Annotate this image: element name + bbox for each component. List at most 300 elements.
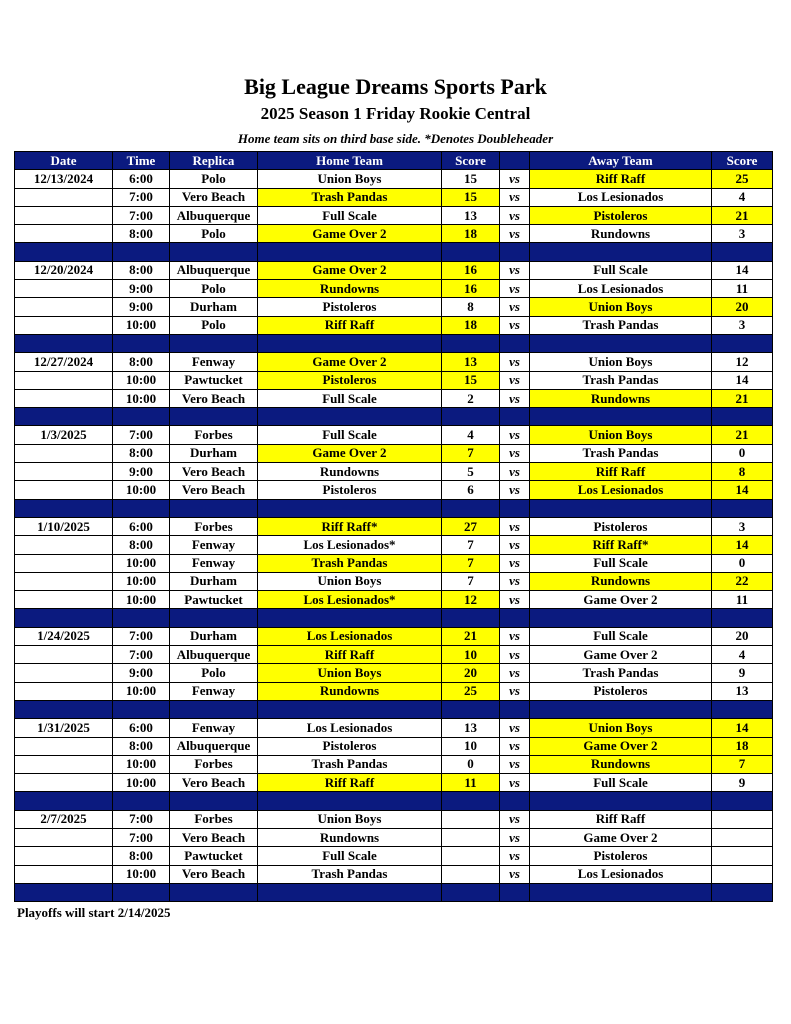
table-row [15, 170, 773, 188]
game-field: Polo [170, 664, 258, 682]
home-team: Union Boys [258, 170, 442, 188]
game-date [15, 536, 113, 554]
game-time: 8:00 [113, 353, 170, 371]
separator-cell [530, 408, 712, 426]
game-time: 10:00 [113, 389, 170, 407]
vs-label: vs [500, 719, 530, 737]
away-team: Game Over 2 [530, 591, 712, 609]
home-score: 27 [442, 517, 500, 535]
game-time: 8:00 [113, 737, 170, 755]
home-team: Trash Pandas [258, 188, 442, 206]
game-time: 10:00 [113, 371, 170, 389]
separator-cell [712, 408, 773, 426]
game-time: 9:00 [113, 664, 170, 682]
separator-cell [712, 243, 773, 261]
away-team: Rundowns [530, 755, 712, 773]
game-date [15, 847, 113, 865]
away-team: Game Over 2 [530, 646, 712, 664]
header-date: Date [15, 152, 113, 170]
away-team: Los Lesionados [530, 481, 712, 499]
game-time: 7:00 [113, 627, 170, 645]
separator-cell [113, 609, 170, 627]
game-date [15, 298, 113, 316]
vs-label: vs [500, 206, 530, 224]
away-score: 11 [712, 591, 773, 609]
away-score: 14 [712, 371, 773, 389]
home-team: Riff Raff [258, 316, 442, 334]
away-score: 12 [712, 353, 773, 371]
home-team: Game Over 2 [258, 353, 442, 371]
separator-cell [712, 700, 773, 718]
game-field: Fenway [170, 682, 258, 700]
header-vs-blank [500, 152, 530, 170]
table-row [15, 865, 773, 883]
separator-cell [15, 334, 113, 352]
game-field: Pawtucket [170, 847, 258, 865]
game-time: 7:00 [113, 188, 170, 206]
home-team: Pistoleros [258, 298, 442, 316]
separator-cell [442, 334, 500, 352]
away-team: Riff Raff [530, 170, 712, 188]
game-date: 12/27/2024 [15, 353, 113, 371]
game-time: 8:00 [113, 225, 170, 243]
home-team: Union Boys [258, 572, 442, 590]
away-team: Riff Raff [530, 463, 712, 481]
table-row [15, 591, 773, 609]
home-team: Game Over 2 [258, 444, 442, 462]
away-score: 14 [712, 261, 773, 279]
home-score: 11 [442, 774, 500, 792]
table-row [15, 316, 773, 334]
game-date [15, 481, 113, 499]
away-team: Game Over 2 [530, 828, 712, 846]
home-team: Rundowns [258, 682, 442, 700]
home-team: Game Over 2 [258, 225, 442, 243]
away-team: Riff Raff [530, 810, 712, 828]
table-row [15, 389, 773, 407]
separator-cell [530, 499, 712, 517]
week-separator [15, 883, 773, 901]
vs-label: vs [500, 646, 530, 664]
home-score: 7 [442, 536, 500, 554]
separator-cell [113, 243, 170, 261]
header-away-team: Away Team [530, 152, 712, 170]
game-date: 12/13/2024 [15, 170, 113, 188]
separator-cell [712, 499, 773, 517]
away-score: 8 [712, 463, 773, 481]
home-score: 16 [442, 280, 500, 298]
home-score: 18 [442, 225, 500, 243]
game-time: 9:00 [113, 280, 170, 298]
table-row [15, 188, 773, 206]
home-score: 6 [442, 481, 500, 499]
home-team: Pistoleros [258, 737, 442, 755]
away-score: 14 [712, 536, 773, 554]
vs-label: vs [500, 426, 530, 444]
vs-label: vs [500, 353, 530, 371]
game-field: Vero Beach [170, 188, 258, 206]
table-row [15, 646, 773, 664]
away-team: Full Scale [530, 774, 712, 792]
separator-cell [500, 334, 530, 352]
separator-cell [258, 883, 442, 901]
game-date: 12/20/2024 [15, 261, 113, 279]
away-score: 4 [712, 646, 773, 664]
vs-label: vs [500, 591, 530, 609]
away-score: 21 [712, 426, 773, 444]
table-row [15, 719, 773, 737]
vs-label: vs [500, 225, 530, 243]
table-row [15, 572, 773, 590]
away-team: Union Boys [530, 353, 712, 371]
week-separator [15, 792, 773, 810]
home-score [442, 847, 500, 865]
separator-cell [500, 408, 530, 426]
away-score: 0 [712, 554, 773, 572]
game-field: Albuquerque [170, 261, 258, 279]
vs-label: vs [500, 261, 530, 279]
table-row [15, 755, 773, 773]
game-time: 8:00 [113, 847, 170, 865]
separator-cell [170, 792, 258, 810]
separator-cell [712, 883, 773, 901]
week-separator [15, 499, 773, 517]
game-field: Fenway [170, 353, 258, 371]
separator-cell [170, 408, 258, 426]
vs-label: vs [500, 774, 530, 792]
week-separator [15, 700, 773, 718]
separator-cell [442, 408, 500, 426]
home-team: Union Boys [258, 664, 442, 682]
home-score: 21 [442, 627, 500, 645]
vs-label: vs [500, 481, 530, 499]
separator-cell [170, 499, 258, 517]
away-team: Full Scale [530, 627, 712, 645]
home-score: 10 [442, 737, 500, 755]
game-field: Polo [170, 170, 258, 188]
game-time: 9:00 [113, 298, 170, 316]
game-date [15, 755, 113, 773]
home-team: Los Lesionados [258, 719, 442, 737]
vs-label: vs [500, 755, 530, 773]
game-date [15, 646, 113, 664]
away-score: 4 [712, 188, 773, 206]
separator-cell [170, 243, 258, 261]
vs-label: vs [500, 170, 530, 188]
vs-label: vs [500, 371, 530, 389]
table-row [15, 298, 773, 316]
separator-cell [258, 609, 442, 627]
vs-label: vs [500, 536, 530, 554]
game-time: 10:00 [113, 774, 170, 792]
game-field: Durham [170, 627, 258, 645]
separator-cell [113, 792, 170, 810]
away-team: Los Lesionados [530, 188, 712, 206]
separator-cell [442, 243, 500, 261]
table-row [15, 828, 773, 846]
away-team: Game Over 2 [530, 737, 712, 755]
table-row [15, 536, 773, 554]
away-score: 9 [712, 664, 773, 682]
table-row [15, 481, 773, 499]
vs-label: vs [500, 737, 530, 755]
separator-cell [500, 700, 530, 718]
vs-label: vs [500, 865, 530, 883]
game-time: 7:00 [113, 646, 170, 664]
home-score: 8 [442, 298, 500, 316]
table-row [15, 554, 773, 572]
home-score: 12 [442, 591, 500, 609]
home-score: 0 [442, 755, 500, 773]
away-score [712, 810, 773, 828]
week-separator [15, 334, 773, 352]
game-date [15, 463, 113, 481]
separator-cell [258, 408, 442, 426]
separator-cell [258, 243, 442, 261]
week-separator [15, 408, 773, 426]
away-score [712, 847, 773, 865]
home-team: Trash Pandas [258, 554, 442, 572]
separator-cell [113, 334, 170, 352]
game-time: 6:00 [113, 170, 170, 188]
away-team: Trash Pandas [530, 664, 712, 682]
separator-cell [442, 792, 500, 810]
separator-cell [500, 792, 530, 810]
header-time: Time [113, 152, 170, 170]
vs-label: vs [500, 554, 530, 572]
away-team: Rundowns [530, 225, 712, 243]
separator-cell [113, 408, 170, 426]
game-time: 6:00 [113, 719, 170, 737]
away-team: Rundowns [530, 389, 712, 407]
home-score: 25 [442, 682, 500, 700]
game-field: Albuquerque [170, 737, 258, 755]
game-time: 7:00 [113, 828, 170, 846]
away-team: Union Boys [530, 298, 712, 316]
game-time: 8:00 [113, 261, 170, 279]
playoffs-note: Playoffs will start 2/14/2025 [17, 905, 171, 920]
page-title: Big League Dreams Sports Park [244, 74, 547, 99]
away-team: Trash Pandas [530, 444, 712, 462]
table-row [15, 627, 773, 645]
away-team: Full Scale [530, 261, 712, 279]
game-field: Vero Beach [170, 865, 258, 883]
game-field: Forbes [170, 426, 258, 444]
week-separator [15, 609, 773, 627]
home-team: Riff Raff [258, 646, 442, 664]
home-team: Trash Pandas [258, 755, 442, 773]
home-team: Full Scale [258, 426, 442, 444]
header-replica: Replica [170, 152, 258, 170]
game-field: Vero Beach [170, 389, 258, 407]
game-field: Fenway [170, 536, 258, 554]
home-team: Full Scale [258, 206, 442, 224]
away-team: Full Scale [530, 554, 712, 572]
home-score [442, 810, 500, 828]
away-score: 3 [712, 517, 773, 535]
away-score: 25 [712, 170, 773, 188]
separator-cell [15, 499, 113, 517]
home-score: 13 [442, 719, 500, 737]
away-score: 7 [712, 755, 773, 773]
separator-cell [530, 883, 712, 901]
game-date [15, 828, 113, 846]
game-date [15, 280, 113, 298]
home-score: 4 [442, 426, 500, 444]
vs-label: vs [500, 517, 530, 535]
home-score [442, 865, 500, 883]
separator-cell [712, 792, 773, 810]
table-row [15, 426, 773, 444]
game-field: Polo [170, 225, 258, 243]
separator-cell [170, 883, 258, 901]
home-team: Rundowns [258, 828, 442, 846]
separator-cell [530, 243, 712, 261]
game-field: Durham [170, 572, 258, 590]
table-row [15, 847, 773, 865]
game-field: Pawtucket [170, 371, 258, 389]
separator-cell [113, 883, 170, 901]
game-field: Vero Beach [170, 463, 258, 481]
home-team: Full Scale [258, 847, 442, 865]
header-home-team: Home Team [258, 152, 442, 170]
away-team: Pistoleros [530, 517, 712, 535]
game-field: Durham [170, 298, 258, 316]
game-date [15, 572, 113, 590]
vs-label: vs [500, 463, 530, 481]
game-date [15, 188, 113, 206]
away-score: 0 [712, 444, 773, 462]
vs-label: vs [500, 298, 530, 316]
home-score: 15 [442, 170, 500, 188]
away-team: Union Boys [530, 719, 712, 737]
game-field: Fenway [170, 554, 258, 572]
away-team: Riff Raff* [530, 536, 712, 554]
home-score: 15 [442, 188, 500, 206]
separator-cell [500, 883, 530, 901]
table-row [15, 280, 773, 298]
game-time: 8:00 [113, 536, 170, 554]
home-team: Riff Raff [258, 774, 442, 792]
separator-cell [170, 609, 258, 627]
away-score: 11 [712, 280, 773, 298]
game-field: Fenway [170, 719, 258, 737]
home-score: 13 [442, 353, 500, 371]
game-time: 10:00 [113, 591, 170, 609]
vs-label: vs [500, 627, 530, 645]
home-team: Rundowns [258, 280, 442, 298]
game-time: 10:00 [113, 316, 170, 334]
header-away-score: Score [712, 152, 773, 170]
separator-cell [258, 792, 442, 810]
game-date [15, 737, 113, 755]
home-score: 7 [442, 444, 500, 462]
game-field: Vero Beach [170, 828, 258, 846]
away-score: 3 [712, 316, 773, 334]
schedule-note: Home team sits on third base side. *Denotes Doubleheader [237, 131, 554, 146]
game-date [15, 225, 113, 243]
away-score: 20 [712, 627, 773, 645]
separator-cell [15, 408, 113, 426]
home-score: 18 [442, 316, 500, 334]
away-team: Pistoleros [530, 206, 712, 224]
table-row [15, 371, 773, 389]
home-score: 5 [442, 463, 500, 481]
game-time: 6:00 [113, 517, 170, 535]
game-date [15, 444, 113, 462]
game-field: Vero Beach [170, 774, 258, 792]
game-date [15, 865, 113, 883]
home-team: Rundowns [258, 463, 442, 481]
table-row [15, 225, 773, 243]
separator-cell [258, 700, 442, 718]
game-field: Polo [170, 316, 258, 334]
separator-cell [530, 792, 712, 810]
away-team: Trash Pandas [530, 316, 712, 334]
home-team: Los Lesionados [258, 627, 442, 645]
table-row [15, 682, 773, 700]
away-score: 22 [712, 572, 773, 590]
away-score: 14 [712, 719, 773, 737]
separator-cell [500, 243, 530, 261]
away-score: 21 [712, 206, 773, 224]
game-field: Forbes [170, 517, 258, 535]
separator-cell [15, 792, 113, 810]
away-score: 3 [712, 225, 773, 243]
game-time: 10:00 [113, 755, 170, 773]
separator-cell [500, 499, 530, 517]
game-time: 10:00 [113, 572, 170, 590]
separator-cell [15, 243, 113, 261]
game-field: Pawtucket [170, 591, 258, 609]
vs-label: vs [500, 389, 530, 407]
vs-label: vs [500, 444, 530, 462]
away-score: 21 [712, 389, 773, 407]
away-score: 18 [712, 737, 773, 755]
home-score: 7 [442, 572, 500, 590]
vs-label: vs [500, 188, 530, 206]
table-row [15, 774, 773, 792]
away-team: Rundowns [530, 572, 712, 590]
game-time: 7:00 [113, 426, 170, 444]
table-row [15, 517, 773, 535]
game-time: 7:00 [113, 810, 170, 828]
separator-cell [15, 700, 113, 718]
away-score: 9 [712, 774, 773, 792]
game-date [15, 389, 113, 407]
separator-cell [113, 700, 170, 718]
home-score: 20 [442, 664, 500, 682]
separator-cell [712, 334, 773, 352]
table-row [15, 206, 773, 224]
game-time: 10:00 [113, 865, 170, 883]
game-date [15, 206, 113, 224]
vs-label: vs [500, 828, 530, 846]
separator-cell [442, 499, 500, 517]
separator-cell [170, 334, 258, 352]
home-score: 13 [442, 206, 500, 224]
separator-cell [442, 609, 500, 627]
vs-label: vs [500, 664, 530, 682]
game-field: Polo [170, 280, 258, 298]
home-team: Riff Raff* [258, 517, 442, 535]
separator-cell [442, 700, 500, 718]
game-date [15, 316, 113, 334]
game-time: 10:00 [113, 554, 170, 572]
game-date [15, 371, 113, 389]
home-team: Trash Pandas [258, 865, 442, 883]
game-field: Albuquerque [170, 206, 258, 224]
